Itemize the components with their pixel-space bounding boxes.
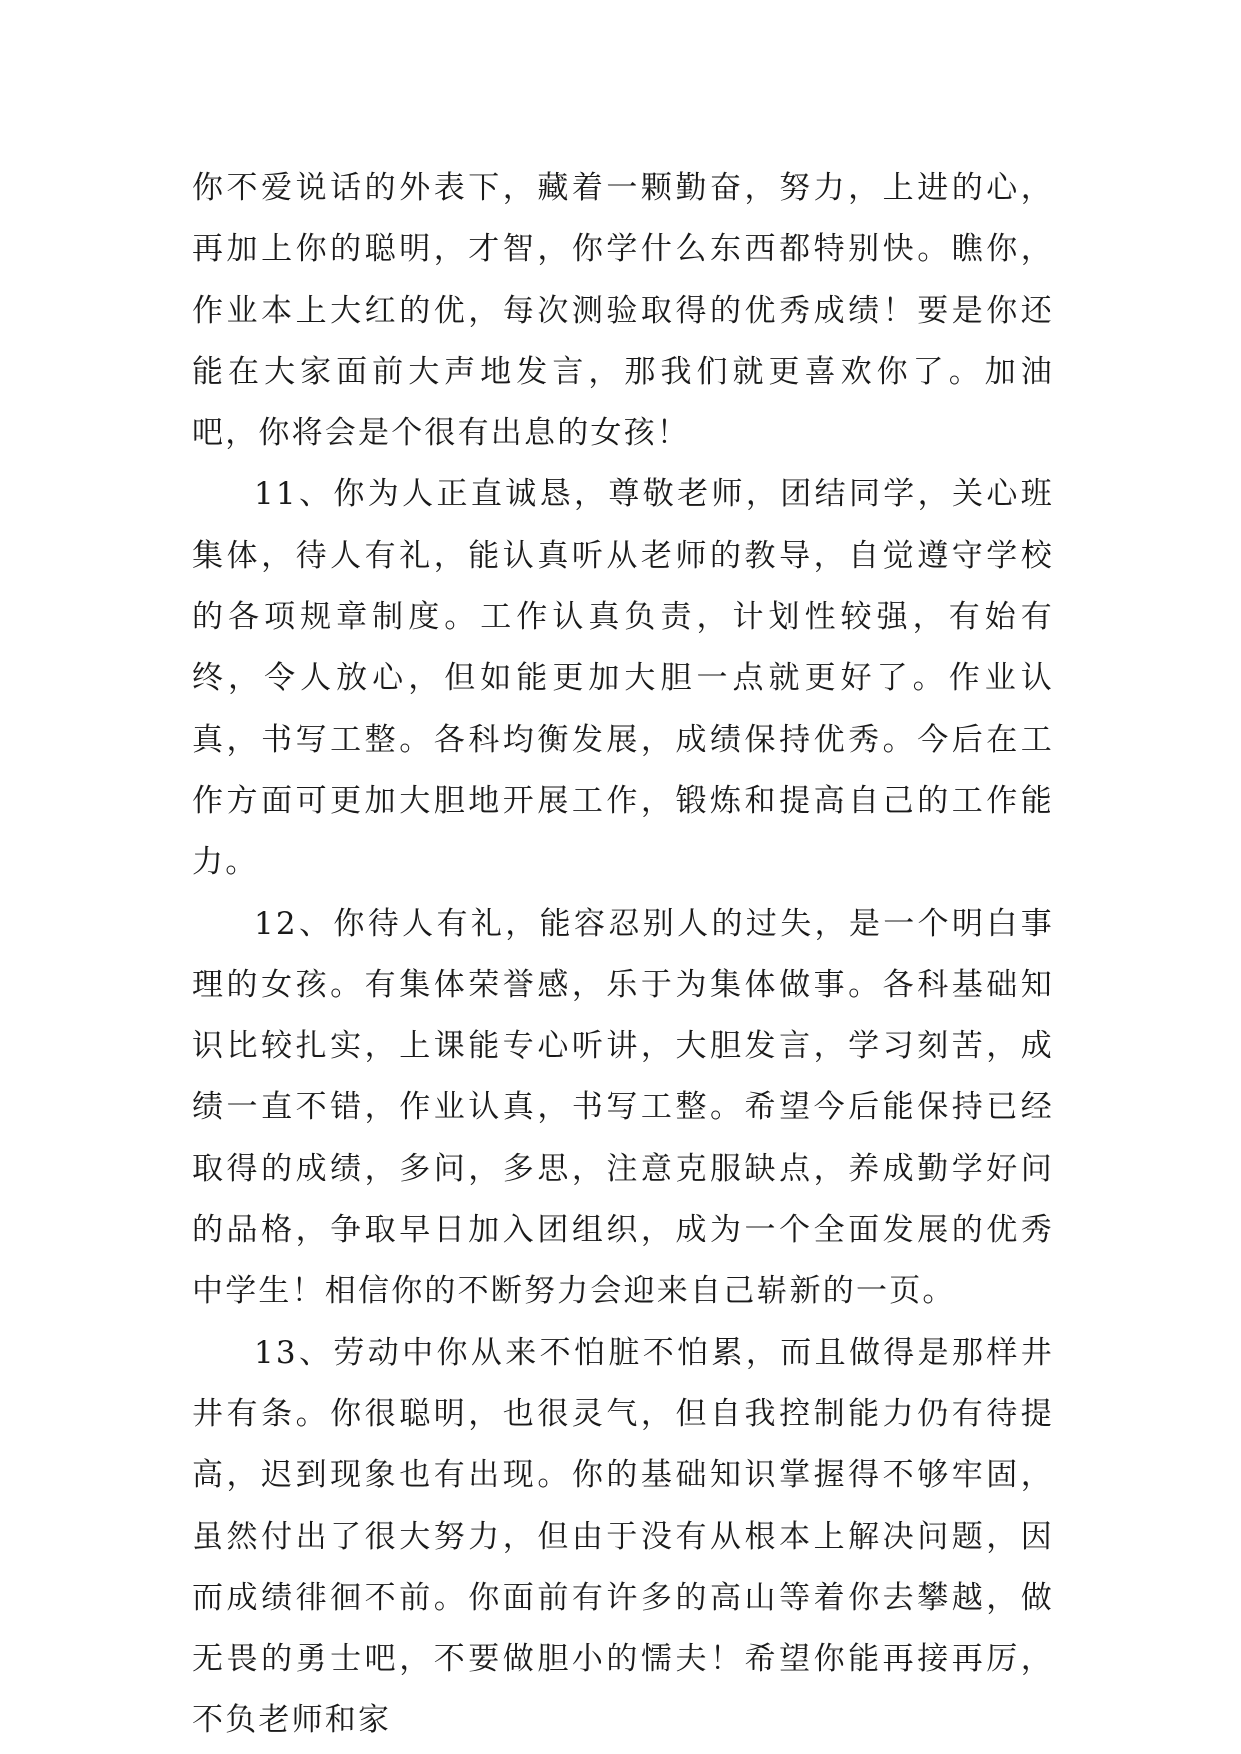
document-body <box>192 158 1054 1752</box>
paragraph-comment-13: 13、劳动中你从来不怕脏不怕累，而且做得是那样井井有条。你很聪明，也很灵气，但自我控制能力仍有待提高，迟到现象也有出现。你的基础知识掌握得不够牢固，虽然付出了很大努力，但由于没有从根本上解决问题，因而成绩徘徊不前。你面前有许多的高山等着你去攀越，做无畏的勇士吧，不要做胆小的懦夫！希望你能再接再厉，不负老师和家 <box>192 1334 1054 1739</box>
paragraph-comment-12: 12、你待人有礼，能容忍别人的过失，是一个明白事理的女孩。有集体荣誉感，乐于为集体做事。各科基础知识比较扎实，上课能专心听讲，大胆发言，学习刻苦，成绩一直不错，作业认真，书写工整。希望今后能保持已经取得的成绩，多问，多思，注意克服缺点，养成勤学好问的品格，争取早日加入团组织，成为一个全面发展的优秀中学生！相信你的不断努力会迎来自己崭新的一页。 <box>192 905 1054 1310</box>
paragraph-comment-11: 11、你为人正直诚恳，尊敬老师，团结同学，关心班集体，待人有礼，能认真听从老师的教导，自觉遵守学校的各项规章制度。工作认真负责，计划性较强，有始有终，令人放心，但如能更加大胆一点就更好了。作业认真，书写工整。各科均衡发展，成绩保持优秀。今后在工作方面可更加大胆地开展工作，锻炼和提高自己的工作能力。 <box>192 476 1054 881</box>
paragraph-continuation: 你不爱说话的外表下，藏着一颗勤奋，努力，上进的心，再加上你的聪明，才智，你学什么东西都特别快。瞧你，作业本上大红的优，每次测验取得的优秀成绩！要是你还能在大家面前大声地发言，那我们就更喜欢你了。加油吧，你将会是个很有出息的女孩！ <box>192 170 1054 452</box>
